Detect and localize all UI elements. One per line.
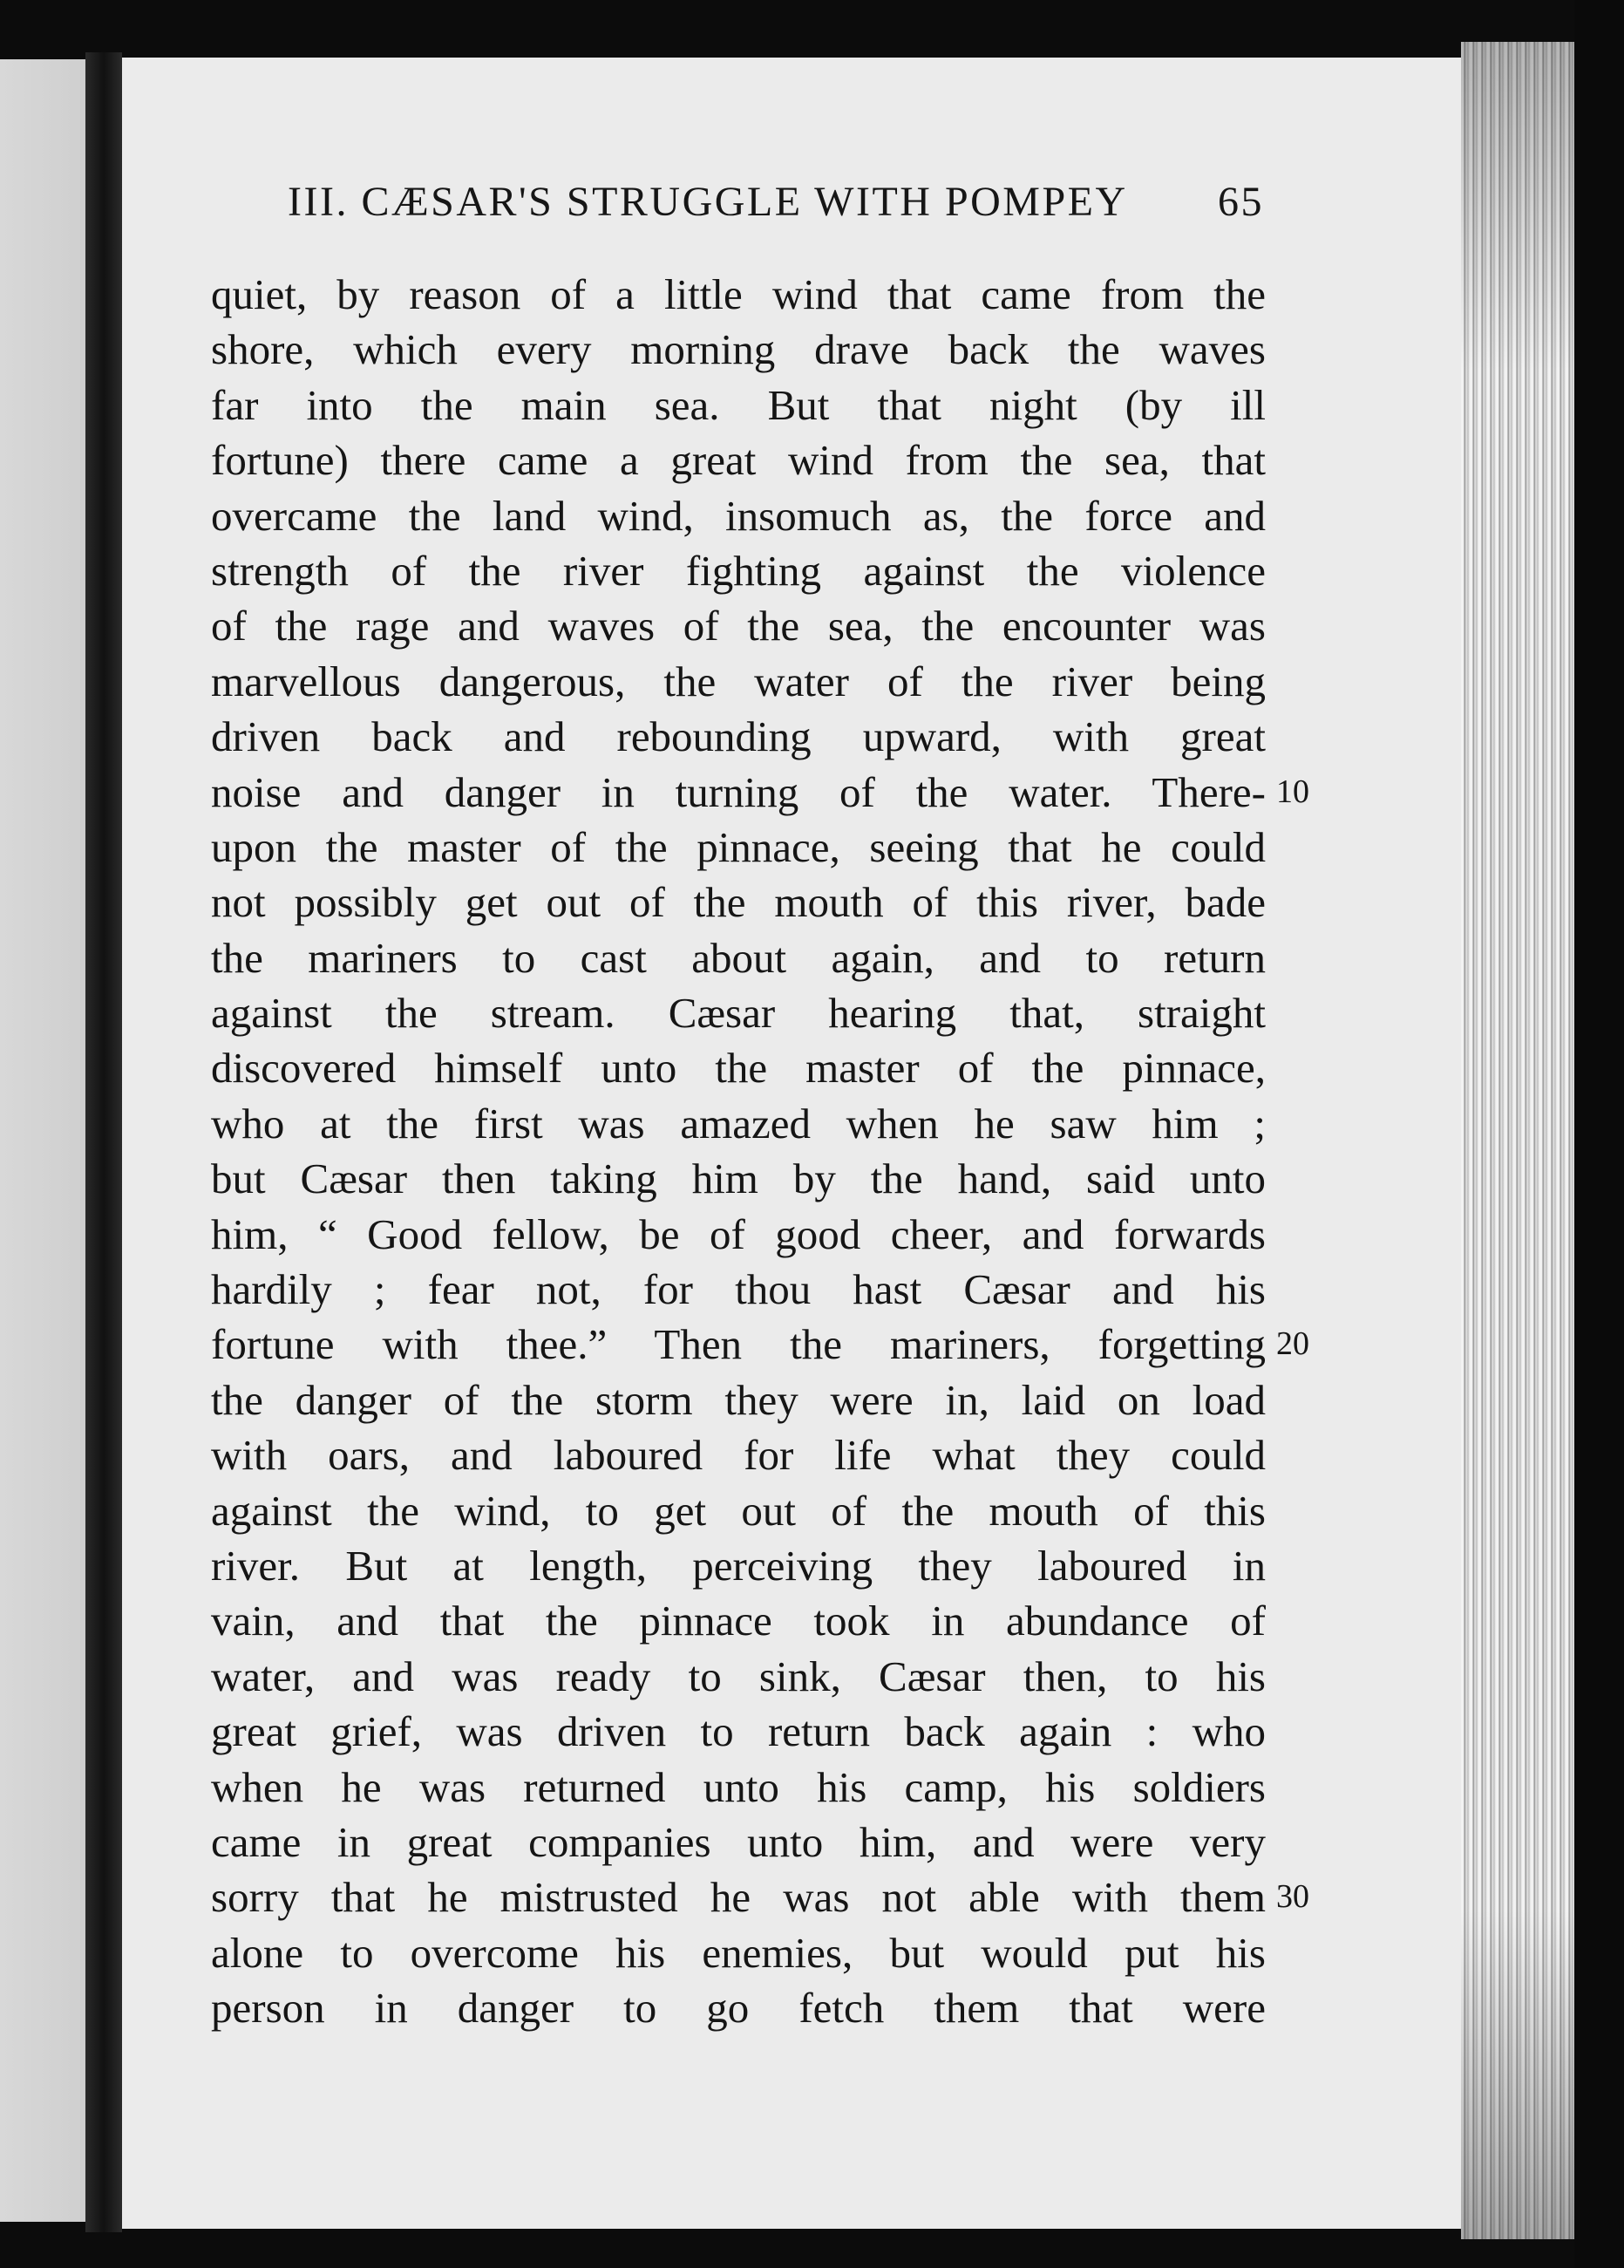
line-text: alone to overcome his enemies, but would put his (211, 1928, 1266, 1977)
text-line (211, 598, 1266, 653)
page-number: 65 (1218, 179, 1264, 225)
line-text: against the wind, to get out of the mouth of this (211, 1486, 1266, 1535)
text-line (211, 488, 1266, 543)
line-text: who at the first was amazed when he saw him ; (211, 1099, 1266, 1148)
text-line (211, 1151, 1266, 1206)
line-text: far into the main sea. But that night (by ill (211, 380, 1266, 429)
line-text: him, “ Good fellow, be of good cheer, and forwards (211, 1209, 1266, 1258)
line-text: fortune) there came a great wind from the sea, that (211, 436, 1266, 485)
line-text: of the rage and waves of the sea, the encounter was (211, 602, 1266, 650)
text-line (211, 1427, 1266, 1482)
line-text: with oars, and laboured for life what they could (211, 1431, 1266, 1480)
text-line (211, 765, 1309, 820)
text-line (211, 709, 1266, 764)
running-header (288, 178, 1264, 226)
text-line (211, 985, 1266, 1040)
text-line (211, 378, 1266, 432)
line-number: 20 (1276, 1325, 1309, 1363)
line-number: 10 (1276, 773, 1309, 810)
text-line (211, 1483, 1266, 1538)
text-line (211, 820, 1266, 875)
text-line (211, 1040, 1266, 1095)
text-line (211, 1649, 1266, 1704)
page-stack-edge (1461, 42, 1574, 2239)
text-line (211, 1262, 1266, 1317)
line-text: driven back and rebounding upward, with great (211, 712, 1266, 761)
text-line (211, 1538, 1266, 1593)
line-text: but Cæsar then taking him by the hand, said unto (211, 1154, 1266, 1203)
line-text: marvellous dangerous, the water of the river being (211, 657, 1266, 705)
text-line (211, 1317, 1309, 1372)
text-line (211, 1372, 1266, 1427)
running-title: III. CÆSAR'S STRUGGLE WITH POMPEY (288, 179, 1128, 225)
book-gutter (85, 52, 122, 2232)
line-text: not possibly get out of the mouth of this river, bade (211, 878, 1266, 927)
line-text: came in great companies unto him, and were very (211, 1817, 1266, 1866)
text-line (211, 1980, 1266, 2035)
text-line (211, 322, 1266, 377)
text-line (211, 267, 1266, 322)
text-line (211, 1704, 1266, 1759)
line-text: great grief, was driven to return back again : who (211, 1707, 1266, 1756)
scan-border (1574, 0, 1624, 2268)
line-text: shore, which every morning drave back the waves (211, 325, 1266, 374)
text-line (211, 1815, 1266, 1870)
text-line (211, 875, 1266, 930)
line-text: strength of the river fighting against the violence (211, 546, 1266, 595)
line-number: 30 (1276, 1878, 1309, 1916)
line-text: upon the master of the pinnace, seeing that he could (211, 822, 1266, 871)
line-text: discovered himself unto the master of the pinnace, (211, 1044, 1266, 1093)
text-line (211, 930, 1266, 985)
line-text: when he was returned unto his camp, his soldiers (211, 1762, 1266, 1811)
line-text: overcame the land wind, insomuch as, the force and (211, 491, 1266, 540)
line-text: person in danger to go fetch them that were (211, 1984, 1266, 2033)
text-line (211, 1593, 1266, 1648)
text-line (211, 1870, 1309, 1924)
text-line (211, 1096, 1266, 1151)
text-line (211, 1207, 1266, 1262)
line-text: hardily ; fear not, for thou hast Cæsar and his (211, 1265, 1266, 1314)
line-text: fortune with thee.” Then the mariners, forgetting (211, 1320, 1266, 1369)
text-line (211, 543, 1266, 598)
line-text: against the stream. Cæsar hearing that, straight (211, 989, 1266, 1038)
line-text: noise and danger in turning of the water. There- (211, 767, 1266, 816)
text-line (211, 432, 1266, 487)
line-text: sorry that he mistrusted he was not able with them (211, 1873, 1266, 1922)
text-line (211, 1760, 1266, 1815)
line-text: water, and was ready to sink, Cæsar then, to his (211, 1652, 1266, 1700)
line-text: quiet, by reason of a little wind that came from the (211, 270, 1266, 318)
line-text: the mariners to cast about again, and to return (211, 933, 1266, 982)
body-text (211, 267, 1309, 2036)
text-line (211, 654, 1266, 709)
line-text: the danger of the storm they were in, laid on load (211, 1375, 1266, 1424)
text-line (211, 1925, 1266, 1980)
line-text: vain, and that the pinnace took in abundance of (211, 1597, 1266, 1645)
line-text: river. But at length, perceiving they laboured in (211, 1541, 1266, 1590)
